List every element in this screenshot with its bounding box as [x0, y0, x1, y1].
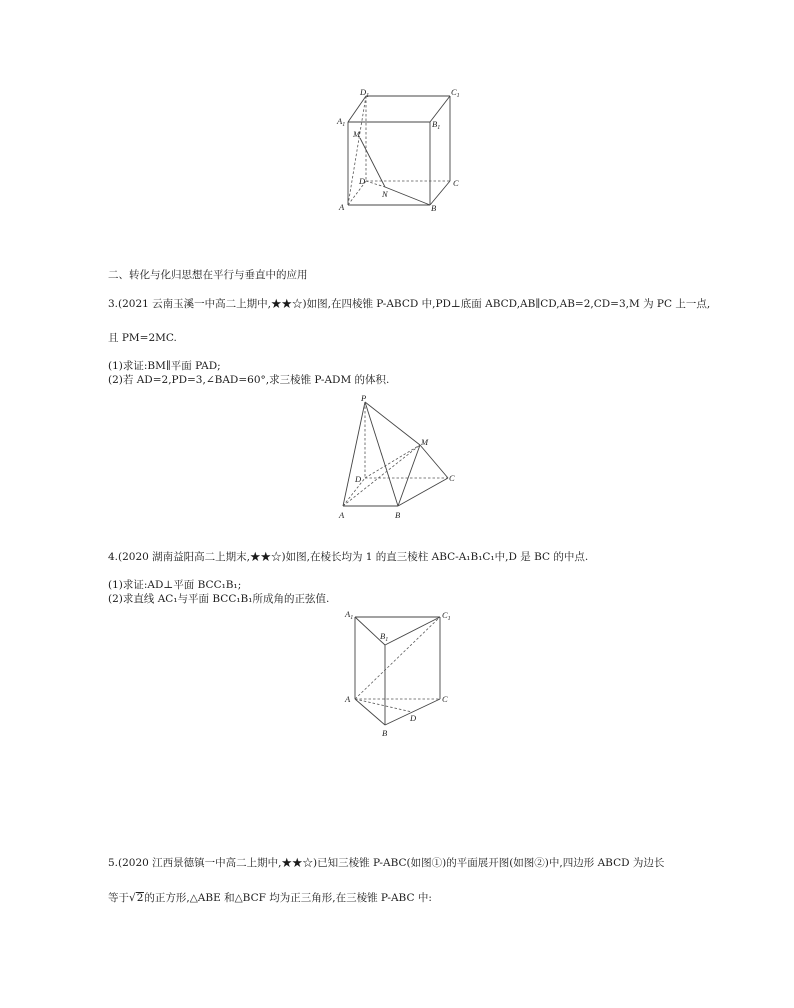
figure-cube	[330, 85, 470, 215]
label-B1: $B_1$	[380, 631, 389, 643]
label-C: C	[442, 694, 448, 704]
problem3-line1: 3.(2021 云南玉溪一中高二上期中,★★☆)如图,在四棱锥 P-ABCD 中,PD⊥底面 ABCD,AB∥CD,AB=2,CD=3,M 为 PC 上一点,	[108, 298, 711, 310]
label-P: P	[361, 393, 367, 403]
problem4-part2: (2)求直线 AC₁与平面 BCC₁B₁所成角的正弦值.	[108, 593, 330, 605]
label-B: B	[431, 203, 437, 213]
sqrt-radicand: 2	[136, 892, 144, 904]
problem3-part2: (2)若 AD=2,PD=3,∠BAD=60°,求三棱锥 P-ADM 的体积.	[108, 374, 390, 386]
label-C: C	[453, 178, 459, 188]
label-N: N	[382, 189, 388, 199]
label-C1: $C_1$	[451, 87, 460, 99]
figure-pyramid	[330, 392, 460, 522]
sqrt-icon: √	[129, 892, 136, 904]
problem4-part1: (1)求证:AD⊥平面 BCC₁B₁;	[108, 579, 242, 591]
label-M: M	[353, 129, 361, 139]
label-B: B	[382, 728, 388, 738]
label-A1: $A_1$	[337, 116, 346, 128]
label-A1: $A_1$	[345, 609, 354, 621]
label-A: A	[345, 694, 351, 704]
problem4-line1: 4.(2020 湖南益阳高二上期末,★★☆)如图,在棱长均为 1 的直三棱柱 ABC-A₁B₁C₁中,D 是 BC 的中点.	[108, 551, 589, 563]
label-D1: $D_1$	[360, 87, 370, 99]
problem5-line1: 5.(2020 江西景德镇一中高二上期中,★★☆)已知三棱锥 P-ABC(如图①)的平面展开图(如图②)中,四边形 ABCD 为边长	[108, 857, 665, 869]
problem5-line2	[108, 891, 432, 905]
label-D: D	[355, 474, 362, 484]
problem5-line2-post: 的正方形,△ABE 和△BCF 均为正三角形,在三棱锥 P-ABC 中:	[144, 892, 432, 904]
figure-prism	[340, 605, 460, 740]
label-A: A	[339, 202, 345, 212]
label-B: B	[395, 510, 401, 520]
label-M: M	[421, 437, 429, 447]
label-D: D	[359, 176, 366, 186]
label-D: D	[410, 713, 417, 723]
label-A: A	[339, 510, 345, 520]
label-C1: $C_1$	[442, 610, 451, 622]
section-heading: 二、转化与化归思想在平行与垂直中的应用	[108, 269, 308, 281]
label-C: C	[449, 473, 455, 483]
label-B1: $B_1$	[432, 119, 441, 131]
problem3-line2: 且 PM=2MC.	[108, 332, 177, 344]
problem5-line2-pre: 等于	[108, 892, 129, 904]
problem3-part1: (1)求证:BM∥平面 PAD;	[108, 360, 221, 372]
